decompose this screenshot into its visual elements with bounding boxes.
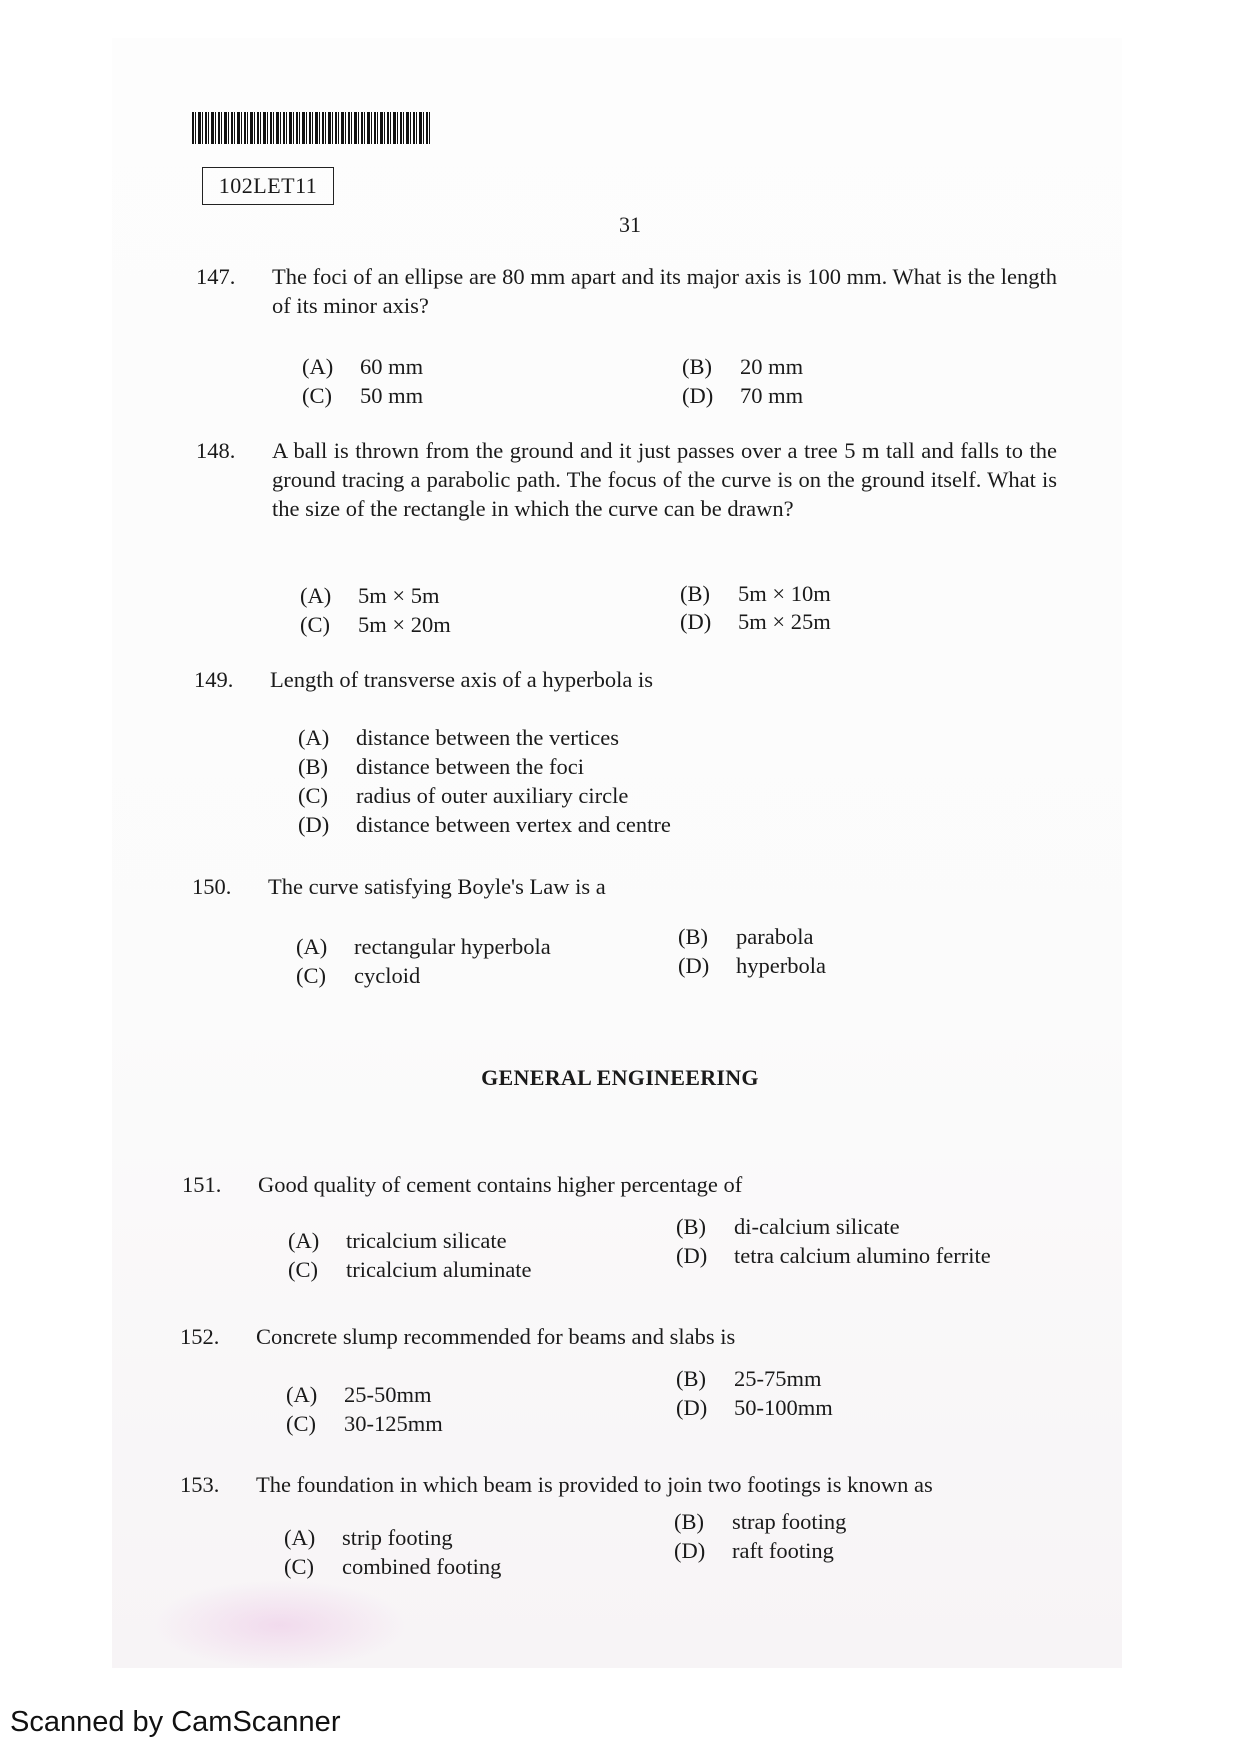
question-text: The foci of an ellipse are 80 mm apart and its major axis is 100 mm. What is the length of its minor axis? — [272, 264, 1057, 318]
option-label: (C) — [286, 1411, 316, 1436]
option-text: 70 mm — [740, 383, 804, 408]
option-text: 25-75mm — [734, 1366, 822, 1391]
option-label: (D) — [674, 1538, 706, 1563]
option-label: (B) — [674, 1509, 704, 1534]
option-d — [678, 951, 826, 980]
option-label: (C) — [298, 783, 328, 808]
option-d — [676, 1241, 991, 1270]
option-text: 50 mm — [360, 383, 424, 408]
option-text: tetra calcium alumino ferrite — [734, 1243, 991, 1268]
question-text: Length of transverse axis of a hyperbola is — [270, 667, 654, 692]
option-label: (B) — [676, 1366, 706, 1391]
question-number: 152. — [180, 1324, 220, 1349]
option-label: (D) — [676, 1243, 708, 1268]
option-text: 5m × 25m — [738, 609, 831, 634]
option-text: tricalcium aluminate — [346, 1257, 532, 1282]
option-label: (A) — [286, 1382, 318, 1407]
option-text: strip footing — [342, 1525, 453, 1550]
option-text: radius of outer auxiliary circle — [356, 783, 629, 808]
option-c — [286, 1409, 443, 1438]
option-label: (B) — [298, 754, 328, 779]
option-label: (B) — [680, 581, 710, 606]
option-label: (B) — [678, 924, 708, 949]
scan-stain — [150, 1580, 410, 1670]
option-text: distance between the foci — [356, 754, 585, 779]
option-c — [302, 381, 423, 410]
question-text: A ball is thrown from the ground and it just passes over a tree 5 m tall and falls to the ground tracing a parabolic path. The focus of the curve is on the ground itself. What is the size of the rectangle in which the curve can be drawn? — [272, 438, 1057, 521]
question-number: 147. — [196, 264, 236, 289]
option-label: (C) — [300, 612, 330, 637]
option-a — [284, 1523, 453, 1552]
question-number: 148. — [196, 438, 236, 463]
option-text: 60 mm — [360, 354, 424, 379]
option-b — [678, 922, 813, 951]
option-text: distance between vertex and centre — [356, 812, 671, 837]
option-b — [680, 579, 831, 608]
option-label: (D) — [678, 953, 710, 978]
option-text: tricalcium silicate — [346, 1228, 507, 1253]
option-b — [676, 1212, 900, 1241]
option-text: 25-50mm — [344, 1382, 432, 1407]
option-a — [300, 581, 439, 610]
option-text: 5m × 10m — [738, 581, 831, 606]
option-label: (D) — [680, 609, 712, 634]
option-label: (B) — [682, 354, 712, 379]
question-number: 151. — [182, 1172, 222, 1197]
option-label: (B) — [676, 1214, 706, 1239]
option-d — [298, 810, 671, 839]
option-c — [298, 781, 628, 810]
option-text: 5m × 20m — [358, 612, 451, 637]
option-label: (A) — [288, 1228, 320, 1253]
option-a — [288, 1226, 507, 1255]
option-a — [298, 723, 619, 752]
option-d — [674, 1536, 834, 1565]
option-label: (A) — [302, 354, 334, 379]
option-text: hyperbola — [736, 953, 826, 978]
option-label: (A) — [300, 583, 332, 608]
option-label: (D) — [298, 812, 330, 837]
option-label: (C) — [296, 963, 326, 988]
paper-code: 102LET11 — [202, 167, 334, 205]
option-text: 5m × 5m — [358, 583, 440, 608]
option-text: distance between the vertices — [356, 725, 620, 750]
option-label: (C) — [284, 1554, 314, 1579]
option-b — [674, 1507, 846, 1536]
option-text: rectangular hyperbola — [354, 934, 551, 959]
option-label: (A) — [296, 934, 328, 959]
option-b — [682, 352, 803, 381]
option-c — [296, 961, 420, 990]
option-text: 30-125mm — [344, 1411, 443, 1436]
option-a — [296, 932, 551, 961]
option-b — [676, 1364, 822, 1393]
option-text: 50-100mm — [734, 1395, 833, 1420]
option-text: cycloid — [354, 963, 421, 988]
barcode — [192, 112, 430, 144]
option-d — [680, 607, 831, 636]
option-label: (C) — [302, 383, 332, 408]
option-label: (A) — [284, 1525, 316, 1550]
option-a — [302, 352, 423, 381]
option-c — [284, 1552, 501, 1581]
question-number: 149. — [194, 667, 234, 692]
question-text: Good quality of cement contains higher percentage of — [258, 1172, 743, 1197]
option-c — [300, 610, 451, 639]
option-a — [286, 1380, 432, 1409]
option-c — [288, 1255, 532, 1284]
question-text: Concrete slump recommended for beams and slabs is — [256, 1324, 736, 1349]
option-label: (A) — [298, 725, 330, 750]
option-text: di-calcium silicate — [734, 1214, 900, 1239]
question-text: The foundation in which beam is provided to join two footings is known as — [256, 1472, 933, 1497]
question-text: The curve satisfying Boyle's Law is a — [268, 874, 606, 899]
option-text: combined footing — [342, 1554, 502, 1579]
section-title: GENERAL ENGINEERING — [481, 1065, 759, 1090]
option-text: raft footing — [732, 1538, 834, 1563]
option-text: parabola — [736, 924, 814, 949]
page-number: 31 — [619, 212, 641, 237]
option-text: 20 mm — [740, 354, 804, 379]
question-number: 150. — [192, 874, 232, 899]
option-b — [298, 752, 584, 781]
option-label: (C) — [288, 1257, 318, 1282]
option-label: (D) — [682, 383, 714, 408]
scanner-watermark: Scanned by CamScanner — [10, 1706, 341, 1738]
option-label: (D) — [676, 1395, 708, 1420]
question-number: 153. — [180, 1472, 220, 1497]
option-text: strap footing — [732, 1509, 847, 1534]
option-d — [682, 381, 803, 410]
option-d — [676, 1393, 833, 1422]
